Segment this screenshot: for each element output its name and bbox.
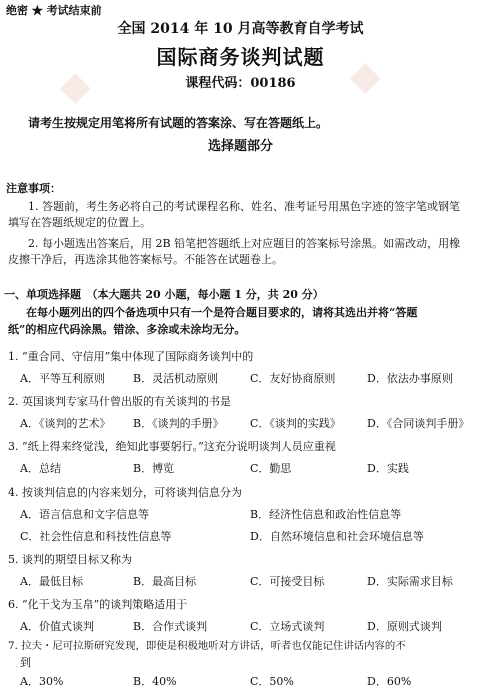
q2-option-a: A．《谈判的艺术》: [20, 417, 111, 430]
q6-option-b: B．合作式谈判: [133, 620, 208, 633]
exam-line: 全国 2014 年 10 月高等教育自学考试: [117, 21, 364, 37]
question-7-stem-line-2: 到: [20, 656, 31, 669]
q1-option-d: D．依法办事原则: [367, 372, 453, 385]
q6-option-d: D．原则式谈判: [367, 620, 442, 633]
q3-option-b: B．博览: [133, 462, 175, 475]
q2-option-c: C．《谈判的实践》: [250, 417, 341, 430]
question-3-stem: 3. “纸上得来终觉浅，绝知此事要躬行。”这充分说明谈判人员应重视: [8, 440, 336, 453]
q5-option-d: D．实际需求目标: [367, 575, 453, 588]
note-2-line-2: 皮擦干净后，再选涂其他答案标号。不能答在试题卷上。: [8, 253, 283, 266]
q2-option-b: B．《谈判的手册》: [133, 417, 224, 430]
question-6-stem: 6. “化干戈为玉帛”的谈判策略适用于: [8, 598, 188, 611]
part1-heading: 一、单项选择题 （本大题共 20 小题，每小题 1 分，共 20 分）: [4, 288, 324, 301]
question-5-stem: 5. 谈判的期望目标又称为: [8, 553, 132, 566]
q2-option-d: D．《合同谈判手册》: [367, 417, 470, 430]
secret-label: 绝密 ★ 考试结束前: [6, 4, 102, 17]
notes-heading: 注意事项：: [6, 182, 61, 195]
q4-option-b: B．经济性信息和政治性信息等: [250, 508, 402, 521]
q4-option-c: C．社会性信息和科技性信息等: [20, 530, 172, 543]
q5-option-a: A．最低目标: [20, 575, 83, 588]
q7-option-b: B．40%: [133, 675, 177, 688]
q7-option-d: D．60%: [367, 675, 412, 688]
question-1-stem: 1. “重合同、守信用”集中体现了国际商务谈判中的: [8, 350, 254, 363]
question-2-stem: 2. 英国谈判专家马什曾出版的有关谈判的书是: [8, 395, 231, 408]
question-7-stem-line-1: 7. 拉夫・尼可拉斯研究发现，即使是积极地听对方讲话，听者也仅能记住讲话内容的不: [8, 640, 406, 652]
page-title: 国际商务谈判试题: [156, 45, 325, 69]
instruction: 请考生按规定用笔将所有试题的答案涂、写在答题纸上。: [28, 116, 329, 130]
q7-option-a: A．30%: [20, 675, 64, 688]
q4-option-d: D．自然环境信息和社会环境信息等: [250, 530, 424, 543]
question-4-stem: 4. 按谈判信息的内容来划分，可将谈判信息分为: [8, 486, 242, 499]
q3-option-d: D．实践: [367, 462, 409, 475]
watermark: ◆: [60, 62, 91, 109]
note-1-line-2: 填写在答题纸规定的位置上。: [8, 216, 151, 229]
q1-option-a: A．平等互利原则: [20, 372, 105, 385]
q7-option-c: C．50%: [250, 675, 294, 688]
q4-option-a: A．语言信息和文字信息等: [20, 508, 149, 521]
part1-desc-line-2: 纸”的相应代码涂黑。错涂、多涂或未涂均无分。: [8, 323, 246, 336]
q6-option-c: C．立场式谈判: [250, 620, 325, 633]
q5-option-b: B．最高目标: [133, 575, 197, 588]
q3-option-a: A．总结: [20, 462, 61, 475]
q1-option-b: B．灵活机动原则: [133, 372, 219, 385]
q6-option-a: A．价值式谈判: [20, 620, 94, 633]
q5-option-c: C．可接受目标: [250, 575, 325, 588]
course-code: 课程代码：00186: [185, 76, 296, 91]
note-2-line-1: 2. 每小题选出答案后，用 2B 铅笔把答题纸上对应题目的答案标号涂黑。如需改动，用橡: [28, 237, 461, 250]
q1-option-c: C．友好协商原则: [250, 372, 336, 385]
part1-desc-line-1: 在每小题列出的四个备选项中只有一个是符合题目要求的，请将其选出并将“答题: [26, 306, 418, 319]
note-1-line-1: 1. 答题前，考生务必将自己的考试课程名称、姓名、准考证号用黑色字迹的签字笔或钢笔: [28, 200, 460, 213]
watermark: ◆: [350, 52, 381, 99]
q3-option-c: C．勤思: [250, 462, 292, 475]
section-title: 选择题部分: [207, 139, 273, 154]
